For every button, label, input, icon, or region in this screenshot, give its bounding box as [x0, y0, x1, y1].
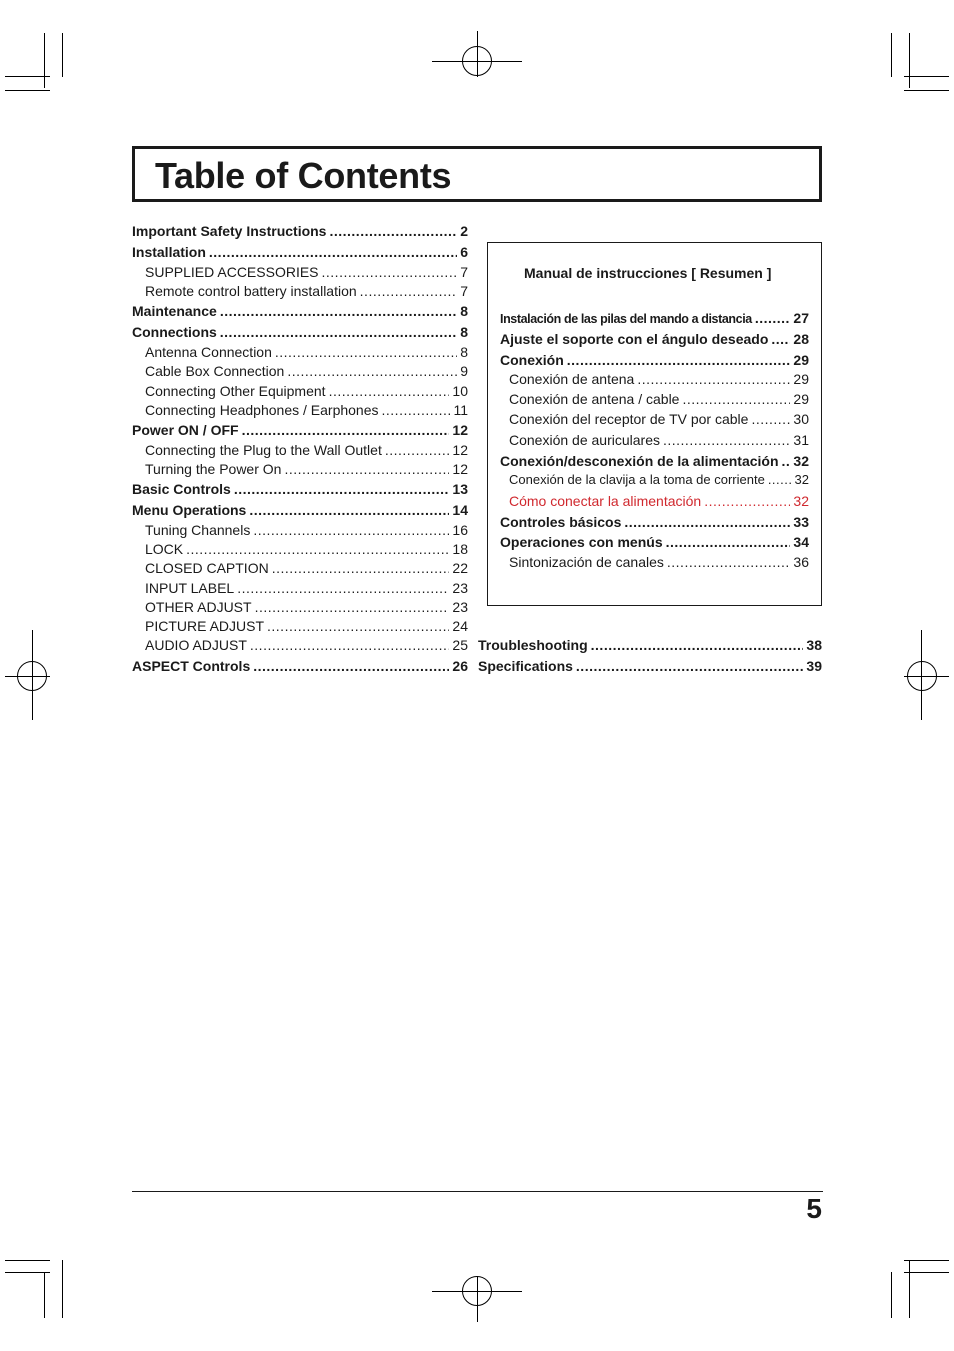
toc-entry-page: 29 — [793, 371, 809, 387]
toc-entry — [132, 421, 468, 439]
toc-entry-page: 36 — [793, 554, 809, 570]
dot-leader — [237, 579, 449, 597]
dot-leader — [624, 513, 790, 531]
toc-entry-label: Cómo conectar la alimentación — [509, 493, 702, 509]
registration-mark — [32, 630, 33, 720]
toc-entry — [145, 343, 468, 361]
toc-entry-label: CLOSED CAPTION — [145, 560, 269, 576]
dot-leader — [591, 636, 804, 654]
toc-entry-page: 34 — [793, 534, 809, 550]
toc-entry — [145, 617, 468, 635]
toc-entry — [145, 579, 468, 597]
toc-entry — [132, 323, 468, 341]
toc-entry-label: ASPECT Controls — [132, 658, 251, 674]
toc-entry-page: 12 — [452, 461, 468, 477]
toc-entry-label: Menu Operations — [132, 502, 247, 518]
toc-entry — [500, 330, 809, 348]
crop-mark — [62, 1260, 63, 1318]
toc-entry — [500, 309, 809, 327]
dot-leader — [329, 222, 457, 240]
crop-mark — [5, 90, 50, 91]
dot-leader — [663, 431, 790, 449]
toc-entry — [145, 282, 468, 300]
toc-entry-label: Turning the Power On — [145, 461, 282, 477]
toc-entry-page: 11 — [453, 402, 468, 418]
dot-leader — [329, 382, 450, 400]
toc-entry-page: 6 — [460, 244, 468, 260]
toc-entry-page: 29 — [793, 352, 809, 368]
toc-entry-label: Basic Controls — [132, 481, 231, 497]
toc-entry — [500, 533, 809, 551]
toc-entry-label: Installation — [132, 244, 206, 260]
toc-entry-label: Conexión de antena / cable — [509, 391, 680, 407]
dot-leader — [667, 553, 791, 571]
dot-leader — [360, 282, 458, 300]
dot-leader — [255, 598, 450, 616]
registration-mark — [904, 676, 949, 677]
toc-entry-page: 14 — [452, 502, 468, 518]
toc-entry — [145, 521, 468, 539]
toc-entry-page: 7 — [460, 264, 468, 280]
registration-mark — [921, 630, 922, 720]
page-title: Table of Contents — [155, 155, 452, 196]
toc-entry-page: 8 — [460, 324, 468, 340]
toc-entry — [132, 501, 468, 519]
toc-entry — [509, 410, 809, 428]
dot-leader — [242, 421, 450, 439]
toc-entry — [145, 559, 468, 577]
toc-entry — [145, 636, 468, 654]
toc-entry-label: Important Safety Instructions — [132, 223, 327, 239]
crop-mark — [904, 90, 949, 91]
dot-leader — [267, 617, 449, 635]
toc-entry-label: Conexión de antena — [509, 371, 635, 387]
toc-entry-label: Controles básicos — [500, 514, 622, 530]
toc-entry-page: 2 — [460, 223, 468, 239]
toc-entry-page: 24 — [452, 618, 468, 634]
dot-leader — [250, 636, 450, 654]
toc-entry-page: 7 — [460, 283, 468, 299]
dot-leader — [771, 330, 790, 348]
toc-entry-label: Operaciones con menús — [500, 534, 663, 550]
dot-leader — [782, 452, 791, 470]
toc-entry-label: Tuning Channels — [145, 522, 251, 538]
toc-entry-page: 10 — [452, 383, 468, 399]
toc-entry-label: Connecting Other Equipment — [145, 383, 326, 399]
crop-mark — [44, 1272, 45, 1318]
toc-entry-label: PICTURE ADJUST — [145, 618, 265, 634]
toc-entry — [145, 401, 468, 419]
toc-entry — [145, 598, 468, 616]
toc-entry — [509, 471, 809, 489]
registration-mark — [477, 31, 478, 77]
toc-entry-page: 18 — [452, 541, 468, 557]
crop-mark — [904, 1260, 949, 1261]
dot-leader — [567, 351, 791, 369]
dot-leader — [186, 540, 449, 558]
toc-entry — [145, 460, 468, 478]
toc-entry-label: Conexión de la clavija a la toma de corriente — [509, 472, 765, 487]
toc-entry — [145, 263, 468, 281]
toc-entry-page: 32 — [793, 493, 809, 509]
dot-leader — [287, 362, 457, 380]
dot-leader — [768, 471, 792, 489]
toc-entry-page: 12 — [452, 442, 468, 458]
toc-entry — [132, 222, 468, 240]
toc-entry-label: Instalación de las pilas del mando a distancia — [500, 312, 752, 326]
toc-entry-page: 12 — [452, 422, 468, 438]
crop-mark — [62, 33, 63, 77]
page-number: 5 — [806, 1193, 822, 1224]
dot-leader — [751, 410, 790, 428]
toc-entry-page: 23 — [452, 599, 468, 615]
toc-entry — [509, 390, 809, 408]
toc-entry-page: 30 — [793, 411, 809, 427]
toc-entry-label: Antenna Connection — [145, 344, 272, 360]
dot-leader — [220, 323, 457, 341]
crop-mark — [5, 1260, 50, 1261]
dot-leader — [249, 501, 449, 519]
crop-mark — [904, 76, 949, 77]
toc-entry-label: Connecting Headphones / Earphones — [145, 402, 379, 418]
toc-entry-page: 23 — [452, 580, 468, 596]
dot-leader — [275, 343, 457, 361]
dot-leader — [576, 657, 804, 675]
toc-entry-page: 29 — [793, 391, 809, 407]
toc-entry-label: Maintenance — [132, 303, 217, 319]
toc-entry-label: INPUT LABEL — [145, 580, 235, 596]
toc-entry-label: Conexión — [500, 352, 564, 368]
toc-entry-label: Conexión del receptor de TV por cable — [509, 411, 749, 427]
dot-leader — [220, 302, 457, 320]
dot-leader — [666, 533, 791, 551]
toc-entry — [478, 636, 822, 654]
toc-entry-page: 8 — [460, 303, 468, 319]
toc-entry — [132, 302, 468, 320]
toc-entry — [132, 243, 468, 261]
toc-entry-page: 16 — [452, 522, 468, 538]
toc-entry-page: 31 — [793, 432, 809, 448]
toc-entry-page: 25 — [452, 637, 468, 653]
toc-entry-label: Conexión de auriculares — [509, 432, 660, 448]
footer-rule — [132, 1191, 823, 1192]
toc-entry-page: 28 — [793, 331, 809, 347]
toc-entry-page: 39 — [806, 658, 822, 674]
toc-entry-label: Specifications — [478, 658, 573, 674]
toc-entry-label: Power ON / OFF — [132, 422, 239, 438]
title-box — [132, 146, 822, 202]
toc-entry-label: Connecting the Plug to the Wall Outlet — [145, 442, 382, 458]
toc-entry — [478, 657, 822, 675]
crop-mark — [891, 33, 892, 77]
spanish-summary-title: Manual de instrucciones [ Resumen ] — [524, 265, 772, 281]
toc-entry-page: 32 — [794, 472, 809, 487]
toc-entry — [145, 540, 468, 558]
toc-entry-label: SUPPLIED ACCESSORIES — [145, 264, 319, 280]
toc-entry — [132, 657, 468, 675]
toc-entry-label: AUDIO ADJUST — [145, 637, 247, 653]
toc-entry-page: 9 — [460, 363, 468, 379]
dot-leader — [382, 401, 451, 419]
dot-leader — [755, 309, 791, 327]
toc-entry-label: Connections — [132, 324, 217, 340]
dot-leader — [637, 370, 790, 388]
crop-mark — [44, 33, 45, 88]
dot-leader — [253, 657, 449, 675]
toc-entry — [509, 431, 809, 449]
dot-leader — [322, 263, 458, 281]
toc-entry-label: Cable Box Connection — [145, 363, 285, 379]
dot-leader — [209, 243, 457, 261]
toc-entry-page: 26 — [452, 658, 468, 674]
toc-entry-page: 13 — [452, 481, 468, 497]
toc-entry-label: Ajuste el soporte con el ángulo deseado — [500, 331, 769, 347]
toc-entry-page: 33 — [793, 514, 809, 530]
dot-leader — [253, 521, 449, 539]
toc-entry-label: Troubleshooting — [478, 637, 588, 653]
toc-entry-page: 22 — [452, 560, 468, 576]
crop-mark — [909, 1260, 910, 1318]
toc-entry — [500, 452, 809, 470]
toc-entry — [509, 370, 809, 388]
registration-mark — [477, 1276, 478, 1322]
toc-entry-label: OTHER ADJUST — [145, 599, 252, 615]
toc-entry-label: LOCK — [145, 541, 184, 557]
toc-entry — [145, 441, 468, 459]
toc-entry — [500, 513, 809, 531]
toc-entry-label: Remote control battery installation — [145, 283, 357, 299]
toc-entry — [145, 362, 468, 380]
dot-leader — [682, 390, 790, 408]
toc-entry-page: 38 — [806, 637, 822, 653]
registration-mark — [5, 676, 50, 677]
toc-entry — [509, 553, 809, 571]
toc-entry-label: Sintonización de canales — [509, 554, 664, 570]
toc-entry — [509, 492, 809, 510]
crop-mark — [909, 33, 910, 88]
dot-leader — [284, 460, 449, 478]
toc-entry — [500, 351, 809, 369]
toc-entry-label: Conexión/desconexión de la alimentación — [500, 453, 779, 469]
dot-leader — [704, 492, 790, 510]
toc-entry — [132, 480, 468, 498]
crop-mark — [904, 1272, 949, 1273]
toc-entry — [145, 382, 468, 400]
dot-leader — [272, 559, 450, 577]
toc-entry-page: 27 — [793, 310, 809, 326]
toc-entry-page: 8 — [460, 344, 468, 360]
crop-mark — [891, 1272, 892, 1318]
toc-entry-page: 32 — [793, 453, 809, 469]
dot-leader — [234, 480, 450, 498]
dot-leader — [385, 441, 450, 459]
